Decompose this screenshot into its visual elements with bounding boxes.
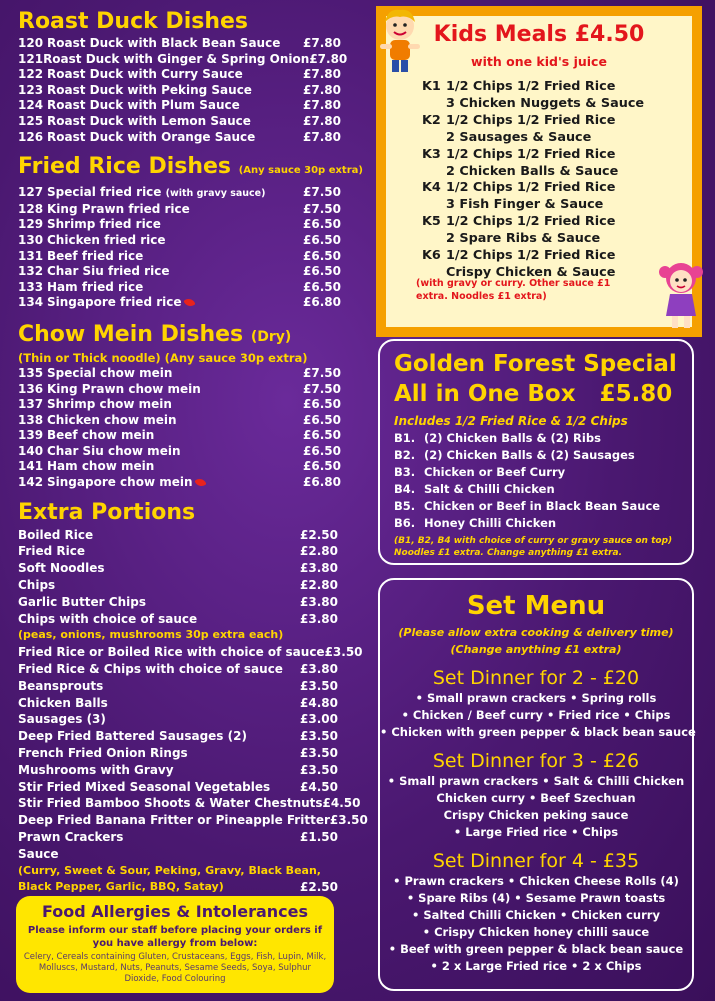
- menu-item: [18, 51, 348, 68]
- kids-line-2: 3 Chicken Nuggets & Sauce: [446, 95, 645, 111]
- special-code: B4.: [394, 482, 416, 496]
- chow-mein-list: [18, 365, 341, 491]
- extra-note: (peas, onions, mushrooms 30p extra each): [18, 628, 284, 642]
- kids-line-2: Crispy Chicken & Sauce: [446, 264, 616, 280]
- item-name: Beansprouts: [18, 678, 104, 693]
- item-price: £1.50: [300, 830, 338, 844]
- item-name: Special fried rice (with gravy sauce): [47, 185, 266, 200]
- kids-code-spacer: [422, 96, 446, 113]
- roast-duck-title: Roast Duck Dishes: [18, 9, 249, 34]
- item-number: 141: [18, 459, 44, 474]
- item-price: £7.80: [303, 67, 341, 82]
- extra-note: Black Pepper, Garlic, BBQ, Satay): [18, 880, 224, 894]
- item-number: 122: [18, 67, 44, 82]
- item-price: £4.80: [300, 695, 338, 710]
- kids-item-continued: [422, 197, 644, 214]
- kids-code-spacer: [422, 197, 446, 214]
- kids-code: K4: [422, 180, 441, 196]
- special-name: Salt & Chilli Chicken: [424, 482, 555, 496]
- special-title-line2: All in One Box £5.80: [394, 381, 673, 407]
- item-name: Singapore chow mein: [47, 475, 303, 491]
- item-price: £3.50: [300, 762, 338, 777]
- special-code: B3.: [394, 465, 416, 479]
- chili-icon: [183, 297, 195, 309]
- item-price: £3.80: [300, 594, 338, 609]
- extra-item: [18, 745, 338, 762]
- kids-item-continued: [422, 96, 644, 113]
- item-name: Shrimp chow mein: [47, 397, 172, 412]
- item-price: £6.50: [303, 279, 341, 294]
- item-price: £7.80: [303, 82, 341, 97]
- item-price: £2.80: [300, 544, 338, 559]
- set-menu-note-2: (Change anything £1 extra): [450, 643, 622, 656]
- item-number: 133: [18, 279, 44, 294]
- kids-item: [422, 214, 644, 231]
- extra-item: [18, 812, 368, 829]
- special-item: [394, 481, 678, 498]
- item-price: £2.50: [300, 527, 338, 542]
- set-dinner-line: • Beef with green pepper & black bean sauce: [388, 942, 684, 956]
- girl-cartoon-icon: [656, 258, 706, 332]
- item-name: Ham fried rice: [47, 279, 144, 294]
- item-price: £6.50: [303, 397, 341, 412]
- menu-item: [18, 36, 341, 52]
- set-dinner-line: • Prawn crackers • Chicken Cheese Rolls (4): [393, 874, 679, 888]
- set-menu-note-1: (Please allow extra cooking & delivery time): [398, 626, 674, 639]
- item-note: (with gravy sauce): [165, 188, 266, 200]
- item-price: £7.50: [303, 185, 341, 200]
- item-name: Chicken chow mein: [47, 412, 177, 427]
- set-dinner-title: Set Dinner for 4 - £35: [432, 850, 640, 872]
- item-number: 139: [18, 428, 44, 443]
- item-number: 131: [18, 248, 44, 263]
- item-price: £7.80: [309, 51, 348, 66]
- item-name: Boiled Rice: [18, 527, 94, 542]
- extra-item: [18, 846, 338, 863]
- item-name: Soft Noodles: [18, 561, 105, 576]
- set-dinner: [380, 666, 696, 741]
- set-menu-title: Set Menu: [466, 591, 606, 621]
- item-number: 124: [18, 98, 44, 113]
- set-dinner-line: • Crispy Chicken honey chilli sauce: [422, 925, 650, 939]
- special-code: B2.: [394, 448, 416, 462]
- set-menu-box: [378, 578, 694, 991]
- extra-item: [18, 594, 338, 611]
- item-price: £6.80: [303, 295, 341, 310]
- kids-code: K3: [422, 146, 441, 162]
- item-name: Roast Duck with Ginger & Spring Onion: [43, 51, 310, 66]
- item-number: 142: [18, 475, 44, 490]
- set-dinner: [380, 849, 692, 975]
- set-dinner: [380, 749, 692, 841]
- set-dinner-line: Chicken curry • Beef Szechuan: [436, 791, 636, 805]
- item-price: £3.80: [300, 561, 338, 576]
- special-title-line1: Golden Forest Special: [394, 351, 677, 377]
- item-price: £6.80: [303, 475, 341, 490]
- kids-item: [422, 248, 644, 265]
- item-name: Roast Duck with Lemon Sauce: [47, 113, 251, 128]
- kids-line-2: 2 Chicken Balls & Sauce: [446, 163, 619, 179]
- menu-item: [18, 428, 341, 444]
- chow-mein-section: [18, 321, 341, 491]
- item-number: 127: [18, 185, 44, 200]
- menu-item: [18, 264, 341, 280]
- kids-meals-title: Kids Meals £4.50: [433, 22, 645, 47]
- item-name: Roast Duck with Black Bean Sauce: [47, 36, 281, 50]
- menu-item: [18, 443, 341, 460]
- set-dinner-line: • Small prawn crackers • Spring rolls: [415, 691, 657, 705]
- roast-duck-list: [18, 36, 348, 145]
- item-price: £4.50: [322, 796, 361, 811]
- item-price: £3.00: [300, 712, 338, 727]
- item-price: £7.50: [303, 365, 341, 380]
- item-price: £6.50: [303, 459, 341, 474]
- item-price: £7.80: [303, 129, 341, 144]
- fried-rice-section: [18, 153, 363, 311]
- golden-forest-special-box: [378, 339, 694, 565]
- kids-meals-inner: [386, 16, 692, 327]
- kids-line-2: 3 Fish Finger & Sauce: [446, 197, 604, 213]
- item-price: £2.50: [300, 880, 338, 895]
- menu-item: [18, 248, 341, 265]
- item-price: £6.50: [303, 443, 341, 458]
- menu-item: [18, 129, 341, 146]
- kids-item: [422, 147, 644, 164]
- left-column: [18, 8, 368, 896]
- menu-item: [18, 295, 341, 311]
- item-price: £3.50: [300, 746, 338, 761]
- menu-item: [18, 185, 341, 202]
- item-name: Singapore fried rice: [47, 295, 303, 311]
- allergy-title: Food Allergies & Intolerances: [41, 902, 309, 921]
- item-name: Char Siu fried rice: [47, 264, 170, 279]
- special-notes: [394, 535, 678, 560]
- item-name: Char Siu chow mein: [47, 443, 181, 458]
- allergy-list: Celery, Cereals containing Gluten, Crustaceans, Eggs, Fish, Lupin, Milk, Molluscs, Mustard, Nuts, Peanuts, Sesame Seeds, Soya, Sulphur Dioxide, Food Colouring: [23, 952, 327, 984]
- item-price: £6.50: [303, 217, 341, 232]
- special-includes: Includes 1/2 Fried Rice & 1/2 Chips: [394, 414, 628, 428]
- extra-portions-title: Extra Portions: [18, 499, 196, 525]
- item-price: [300, 846, 338, 863]
- set-dinner-line: • Spare Ribs (4) • Sesame Prawn toasts: [406, 891, 666, 905]
- item-name: Roast Duck with Plum Sauce: [47, 98, 240, 113]
- menu-item: [18, 397, 341, 413]
- special-name: (2) Chicken Balls & (2) Ribs: [424, 431, 601, 445]
- menu-item: [18, 459, 341, 475]
- extra-item: [18, 661, 338, 678]
- item-name: Fried Rice: [18, 544, 85, 559]
- special-name: Chicken or Beef Curry: [424, 465, 566, 479]
- item-price: £6.50: [303, 428, 341, 443]
- item-name: Roast Duck with Curry Sauce: [47, 67, 243, 82]
- item-name: Stir Fried Bamboo Shoots & Water Chestnuts: [18, 796, 323, 811]
- extra-portions-section: [18, 499, 368, 897]
- item-name: Shrimp fried rice: [47, 217, 161, 232]
- item-price: £6.50: [303, 248, 341, 263]
- chow-mein-title: [18, 321, 338, 351]
- fried-rice-title: [18, 153, 363, 185]
- kids-line-2: 2 Spare Ribs & Sauce: [446, 231, 601, 247]
- menu-item: [18, 217, 341, 233]
- kids-meals-subtitle: with one kid's juice: [471, 54, 607, 69]
- item-price: £7.50: [303, 201, 341, 216]
- kids-line-1: 1/2 Chips 1/2 Fried Rice: [446, 214, 616, 230]
- special-list: [394, 430, 678, 532]
- item-name: Special chow mein: [47, 365, 173, 380]
- item-price: £6.50: [303, 232, 341, 247]
- kids-item-continued: [422, 231, 644, 248]
- item-name: King Prawn chow mein: [47, 381, 201, 396]
- item-number: 125: [18, 113, 44, 128]
- kids-line-1: 1/2 Chips 1/2 Fried Rice: [446, 180, 616, 196]
- allergy-info: Please inform our staff before placing your orders if you have allergy from below:: [27, 925, 323, 949]
- item-number: 132: [18, 264, 44, 279]
- special-item: [394, 464, 678, 481]
- kids-line-1: 1/2 Chips 1/2 Fried Rice: [446, 79, 616, 94]
- item-price: £3.80: [300, 611, 338, 626]
- set-dinner-line: • Small prawn crackers • Salt & Chilli Chicken: [387, 774, 685, 788]
- chow-mein-title-text: Chow Mein Dishes: [18, 321, 244, 347]
- item-name: Mushrooms with Gravy: [18, 762, 174, 777]
- item-name: Chips: [18, 578, 56, 593]
- kids-item-continued: [422, 130, 644, 147]
- fried-rice-title-text: Fried Rice Dishes: [18, 154, 232, 180]
- special-name: Honey Chilli Chicken: [424, 516, 557, 530]
- set-dinner-line: • Large Fried rice • Chips: [453, 825, 619, 839]
- extra-portions-list: [18, 527, 368, 897]
- extra-item: [18, 829, 338, 846]
- item-number: 136: [18, 381, 44, 396]
- fried-rice-list: [18, 185, 341, 311]
- item-price: £2.80: [300, 578, 338, 593]
- item-number: 134: [18, 295, 44, 310]
- menu-item: [18, 98, 341, 114]
- set-dinners-list: [380, 666, 696, 975]
- menu-item: [18, 412, 341, 429]
- menu-item: [18, 381, 341, 398]
- extra-item: [18, 879, 338, 896]
- item-name: Stir Fried Mixed Seasonal Vegetables: [18, 779, 271, 794]
- extra-item: [18, 795, 361, 812]
- extra-item: [18, 577, 338, 594]
- chow-mein-note: (Thin or Thick noodle) (Any sauce 30p extra): [18, 350, 308, 365]
- item-price: £7.80: [303, 36, 341, 50]
- item-name: French Fried Onion Rings: [18, 746, 188, 761]
- item-number: 120: [18, 36, 44, 50]
- extra-item: [18, 711, 338, 728]
- kids-code-spacer: [422, 231, 446, 248]
- kids-item-continued: [422, 164, 644, 181]
- menu-item: [18, 113, 341, 130]
- kids-item: [422, 79, 644, 96]
- item-number: 140: [18, 443, 44, 458]
- extra-note: (Curry, Sweet & Sour, Peking, Gravy, Black Bean,: [18, 863, 321, 877]
- set-dinner-line: • Chicken with green pepper & black bean sauce: [380, 725, 696, 739]
- set-dinner-title: Set Dinner for 2 - £20: [432, 667, 640, 689]
- item-name: Fried Rice & Chips with choice of sauce: [18, 662, 283, 677]
- menu-item: [18, 475, 341, 491]
- special-note-1: (B1, B2, B4 with choice of curry or gravy sauce on top): [394, 536, 673, 546]
- item-name: Chicken Balls: [18, 695, 108, 710]
- special-code: B1.: [394, 431, 416, 445]
- item-number: 135: [18, 365, 44, 380]
- extra-item: [18, 728, 338, 745]
- extra-item: [18, 527, 338, 544]
- kids-meals-note: (with gravy or curry. Other sauce £1 extra. Noodles £1 extra): [416, 278, 611, 302]
- allergy-box: [16, 896, 334, 993]
- kids-item: [422, 180, 644, 197]
- kids-meals-list: [422, 79, 644, 282]
- special-note-2: Noodles £1 extra. Change anything £1 extra.: [394, 548, 623, 558]
- special-name: (2) Chicken Balls & (2) Sausages: [424, 448, 635, 462]
- set-dinner-line: • Salted Chilli Chicken • Chicken curry: [412, 908, 660, 922]
- kids-code: K2: [422, 112, 441, 128]
- item-price: £6.50: [303, 264, 341, 279]
- item-price: £3.50: [300, 729, 338, 744]
- item-number: 123: [18, 82, 44, 97]
- item-number: 126: [18, 129, 44, 144]
- menu-item: [18, 279, 341, 296]
- item-price: £3.80: [300, 662, 338, 677]
- kids-code: K1: [422, 79, 441, 94]
- extra-item: [18, 543, 338, 560]
- item-name: Roast Duck with Peking Sauce: [47, 82, 252, 97]
- item-name: Garlic Butter Chips: [18, 594, 146, 609]
- item-number: 130: [18, 232, 44, 247]
- special-item: [394, 447, 678, 464]
- special-item: [394, 430, 678, 447]
- extra-item: [18, 611, 338, 628]
- item-name: Deep Fried Battered Sausages (2): [18, 729, 247, 744]
- special-code: B6.: [394, 516, 416, 530]
- item-number: 121: [18, 51, 44, 66]
- menu-item: [18, 201, 341, 218]
- extra-item: [18, 695, 338, 712]
- menu-item: [18, 67, 341, 83]
- special-code: B5.: [394, 499, 416, 513]
- item-number: 129: [18, 217, 44, 232]
- extra-item: [18, 678, 338, 695]
- special-item: [394, 498, 678, 515]
- kids-code: K5: [422, 214, 441, 230]
- extra-item: [18, 762, 338, 779]
- item-price: £7.80: [303, 98, 341, 113]
- item-name: Deep Fried Banana Fritter or Pineapple Fritter: [18, 813, 330, 828]
- boy-cartoon-icon: [372, 6, 428, 76]
- extra-item: [18, 779, 338, 796]
- item-name: Ham chow mein: [47, 459, 155, 474]
- fried-rice-subtitle: (Any sauce 30p extra): [238, 165, 363, 177]
- item-name: Beef fried rice: [47, 248, 144, 263]
- item-name: Sausages (3): [18, 712, 106, 727]
- kids-line-1: 1/2 Chips 1/2 Fried Rice: [446, 112, 616, 128]
- item-name: Fried Rice or Boiled Rice with choice of sauce: [18, 645, 325, 660]
- chili-icon: [194, 476, 206, 488]
- item-number: 137: [18, 397, 44, 412]
- item-number: 128: [18, 201, 44, 216]
- menu-item: [18, 232, 341, 249]
- item-price: £7.80: [303, 113, 341, 128]
- item-name: Sauce: [18, 846, 59, 861]
- set-dinner-line: Crispy Chicken peking sauce: [443, 808, 629, 822]
- item-name: Prawn Crackers: [18, 830, 124, 844]
- kids-item: [422, 113, 644, 130]
- item-price: £4.50: [300, 779, 338, 794]
- item-name: Beef chow mein: [47, 428, 155, 443]
- item-name: Roast Duck with Orange Sauce: [47, 129, 256, 144]
- extra-item: [18, 644, 363, 661]
- item-price: £7.50: [303, 381, 341, 396]
- item-name: King Prawn fried rice: [47, 201, 190, 216]
- kids-code: K6: [422, 248, 441, 264]
- special-name: Chicken or Beef in Black Bean Sauce: [424, 499, 661, 513]
- special-item: [394, 515, 678, 532]
- set-dinner-line: • 2 x Large Fried rice • 2 x Chips: [430, 959, 642, 973]
- set-dinner-line: • Chicken / Beef curry • Fried rice • Chips: [401, 708, 671, 722]
- kids-line-1: 1/2 Chips 1/2 Fried Rice: [446, 248, 616, 264]
- set-dinner-title: Set Dinner for 3 - £26: [432, 750, 640, 772]
- kids-line-2: 2 Sausages & Sauce: [446, 129, 592, 145]
- menu-item: [18, 82, 341, 99]
- item-price: £6.50: [303, 412, 341, 427]
- item-number: 138: [18, 412, 44, 427]
- menu-item: [18, 365, 341, 382]
- item-price: £3.50: [324, 645, 363, 660]
- extra-item: [18, 560, 338, 577]
- item-price: £3.50: [329, 813, 368, 828]
- kids-line-1: 1/2 Chips 1/2 Fried Rice: [446, 146, 616, 162]
- roast-duck-section: [18, 8, 348, 145]
- item-name: Chicken fried rice: [47, 232, 166, 247]
- item-price: £3.50: [300, 678, 338, 693]
- kids-code-spacer: [422, 130, 446, 147]
- chow-mein-title-suffix: (Dry): [250, 328, 292, 345]
- kids-code-spacer: [422, 164, 446, 181]
- item-name: Chips with choice of sauce: [18, 611, 198, 626]
